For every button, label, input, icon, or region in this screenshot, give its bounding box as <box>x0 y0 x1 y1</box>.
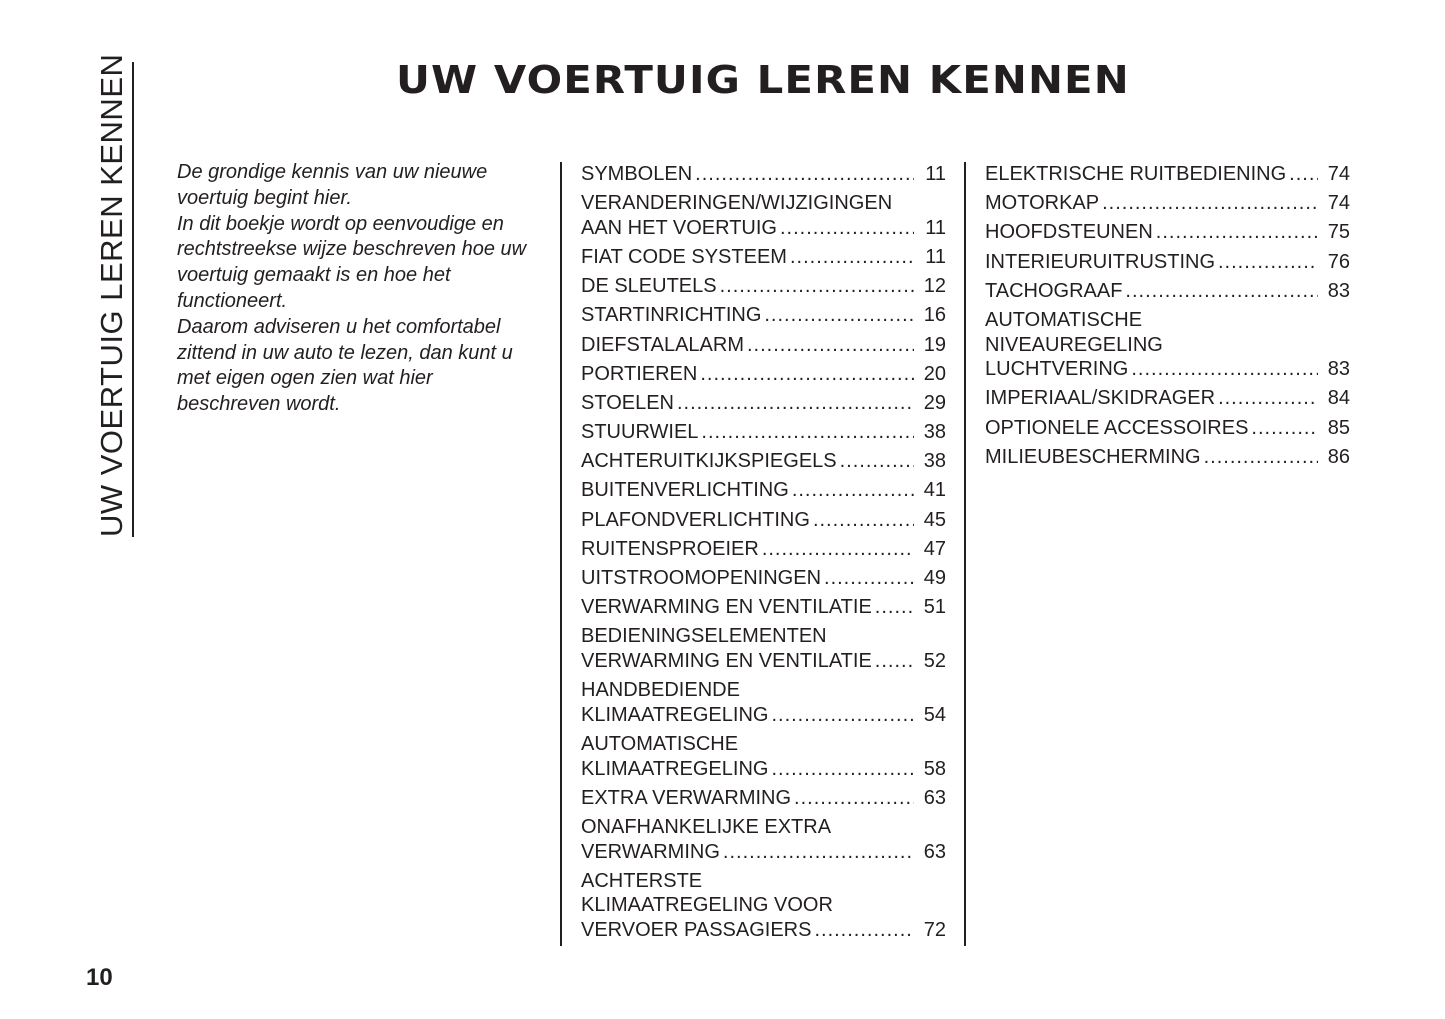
toc-entry-title-line: NIVEAUREGELING <box>985 333 1163 356</box>
toc-entry-page: 38 <box>923 421 946 444</box>
toc-entry-title-line: KLIMAATREGELING VOOR <box>581 894 833 917</box>
toc-entry[interactable] <box>581 391 946 416</box>
toc-entry-page: 83 <box>1327 279 1350 302</box>
toc-entry-page: 29 <box>923 391 946 414</box>
toc-entry-title: LUCHTVERING <box>985 358 1129 381</box>
toc-entry-page: 76 <box>1327 250 1350 273</box>
toc-entry-row <box>581 595 946 620</box>
toc-entry-page: 63 <box>923 840 946 863</box>
toc-entry-title-line: ONAFHANKELIJKE EXTRA <box>581 815 832 838</box>
toc-entry-row <box>985 220 1350 245</box>
toc-dot-leader <box>814 918 914 943</box>
toc-entry-row <box>581 703 946 728</box>
toc-entry[interactable] <box>985 416 1350 441</box>
toc-entry-page: 63 <box>923 786 946 809</box>
toc-entry[interactable] <box>581 869 946 943</box>
toc-entry-title: PORTIEREN <box>581 362 698 385</box>
toc-entry-row <box>581 566 946 591</box>
toc-entry-title: KLIMAATREGELING <box>581 757 769 780</box>
toc-dot-leader <box>875 595 914 620</box>
toc-entry-page: 75 <box>1327 221 1350 244</box>
toc-dot-leader <box>1102 191 1318 216</box>
toc-entry-row <box>581 918 946 943</box>
toc-dot-leader <box>1125 279 1318 304</box>
toc-entry-page: 49 <box>923 567 946 590</box>
toc-list-1 <box>562 162 946 943</box>
toc-entry-row <box>985 162 1350 187</box>
toc-dot-leader <box>840 449 914 474</box>
toc-entry-row <box>581 333 946 358</box>
toc-dot-leader <box>677 391 914 416</box>
toc-entry-title: VERVOER PASSAGIERS <box>581 918 812 941</box>
toc-dot-leader <box>794 786 914 811</box>
intro-paragraph: De grondige kennis van uw nieuwe voertuig begint hier. <box>177 161 488 209</box>
toc-entry-page: 85 <box>1327 416 1350 439</box>
toc-entry-page: 11 <box>925 216 946 239</box>
toc-entry-title: DE SLEUTELS <box>581 275 717 298</box>
toc-entry-row <box>581 162 946 187</box>
toc-entry[interactable] <box>985 279 1350 304</box>
page-number: 10 <box>86 964 113 991</box>
toc-entry-title: ACHTERUITKIJKSPIEGELS <box>581 450 837 473</box>
toc-entry-title: STOELEN <box>581 391 674 414</box>
toc-entry-title: EXTRA VERWARMING <box>581 786 792 809</box>
toc-entry-row <box>985 445 1350 470</box>
page-title: UW VOERTUIG LEREN KENNEN <box>396 58 1130 102</box>
toc-entry-title-line: BEDIENINGSELEMENTEN <box>581 625 827 648</box>
toc-entry-title: STUURWIEL <box>581 421 699 444</box>
toc-dot-leader <box>813 508 914 533</box>
toc-entry-row <box>581 420 946 445</box>
toc-dot-leader <box>1218 250 1318 275</box>
toc-entry[interactable] <box>985 445 1350 470</box>
toc-entry-page: 11 <box>925 245 946 268</box>
toc-entry-title: RUITENSPROEIER <box>581 537 759 560</box>
toc-entry-page: 52 <box>923 650 946 672</box>
toc-dot-leader <box>792 478 914 503</box>
toc-entry[interactable] <box>985 386 1350 411</box>
toc-entry-title-line: ACHTERSTE <box>581 869 703 892</box>
toc-dot-leader <box>1204 445 1318 470</box>
toc-entry[interactable] <box>581 624 946 673</box>
toc-entry[interactable] <box>581 449 946 474</box>
toc-entry-page: 47 <box>923 537 946 560</box>
toc-entry-title-line: AUTOMATISCHE <box>985 308 1143 331</box>
toc-entry-page: 38 <box>923 450 946 473</box>
side-section-title-text: UW VOERTUIG LEREN KENNEN <box>94 53 129 537</box>
toc-entry-page: 51 <box>923 596 946 619</box>
toc-entry-row <box>985 191 1350 216</box>
toc-entry-title: FIAT CODE SYSTEEM <box>581 245 787 268</box>
toc-entry-page: 58 <box>923 757 946 780</box>
toc-entry[interactable] <box>985 308 1350 382</box>
toc-entry-row <box>581 449 946 474</box>
toc-dot-leader <box>723 840 914 865</box>
toc-entry[interactable] <box>581 508 946 533</box>
toc-entry-page: 83 <box>1327 358 1350 381</box>
toc-entry-title: SYMBOLEN <box>581 163 693 185</box>
toc-entry[interactable] <box>581 362 946 387</box>
toc-entry[interactable] <box>581 191 946 240</box>
toc-entry[interactable] <box>985 191 1350 216</box>
intro-paragraph: In dit boekje wordt op eenvoudige en rechtstreekse wijze beschreven hoe uw voertuig gemaakt is en hoe het functioneert. <box>177 212 527 312</box>
toc-entry[interactable] <box>985 250 1350 275</box>
toc-entry-row <box>581 362 946 387</box>
toc-entry[interactable] <box>581 786 946 811</box>
toc-entry-page: 74 <box>1327 192 1350 215</box>
toc-entry-row <box>985 386 1350 411</box>
toc-entry[interactable] <box>581 162 946 187</box>
toc-entry-title: MILIEUBESCHERMING <box>985 445 1201 468</box>
side-divider <box>132 62 134 537</box>
toc-entry-title: INTERIEURUITRUSTING <box>985 250 1215 273</box>
toc-entry-row <box>581 757 946 782</box>
toc-entry[interactable] <box>581 245 946 270</box>
toc-entry[interactable] <box>581 303 946 328</box>
toc-entry-row <box>581 649 946 674</box>
toc-entry-row <box>581 274 946 299</box>
toc-entry-page: 74 <box>1327 163 1350 185</box>
toc-entry-row <box>985 250 1350 275</box>
toc-entry[interactable] <box>985 220 1350 245</box>
toc-entry-row <box>581 216 946 241</box>
toc-dot-leader <box>762 537 914 562</box>
toc-entry-title: VERWARMING EN VENTILATIE <box>581 596 872 619</box>
toc-dot-leader <box>747 333 914 358</box>
toc-column-2 <box>964 162 1350 946</box>
toc-dot-leader <box>1251 416 1318 441</box>
toc-entry-row <box>985 416 1350 441</box>
toc-entry-row <box>581 840 946 865</box>
toc-entry-title: VERWARMING EN VENTILATIE <box>581 650 872 672</box>
toc-entry-row <box>985 357 1350 382</box>
toc-entry-page: 72 <box>923 918 946 941</box>
toc-entry-page: 54 <box>923 703 946 726</box>
toc-dot-leader <box>720 274 914 299</box>
toc-entry-page: 16 <box>923 304 946 327</box>
toc-entry-title: VERWARMING <box>581 840 720 863</box>
toc-entry[interactable] <box>581 420 946 445</box>
toc-entry[interactable] <box>581 566 946 591</box>
toc-entry-page: 20 <box>923 362 946 385</box>
toc-list-2 <box>966 162 1350 469</box>
toc-entry-page: 41 <box>923 479 946 502</box>
toc-dot-leader <box>771 703 914 728</box>
toc-entry-row <box>581 303 946 328</box>
toc-dot-leader <box>1218 386 1318 411</box>
toc-entry-title: PLAFONDVERLICHTING <box>581 508 810 531</box>
toc-entry[interactable] <box>581 732 946 781</box>
toc-entry-title: STARTINRICHTING <box>581 304 762 327</box>
toc-entry-title: BUITENVERLICHTING <box>581 479 789 502</box>
toc-entry[interactable] <box>581 595 946 620</box>
toc-entry-row <box>581 478 946 503</box>
toc-entry-page: 84 <box>1327 387 1350 410</box>
toc-entry-title: MOTORKAP <box>985 192 1100 215</box>
toc-entry-row <box>581 537 946 562</box>
toc-entry-row <box>985 279 1350 304</box>
toc-entry-title: KLIMAATREGELING <box>581 703 769 726</box>
toc-dot-leader <box>1289 162 1318 187</box>
toc-entry[interactable] <box>581 478 946 503</box>
toc-entry-title: UITSTROOMOPENINGEN <box>581 567 822 590</box>
toc-dot-leader <box>780 216 914 241</box>
toc-dot-leader <box>875 649 914 674</box>
toc-entry-title-line: HANDBEDIENDE <box>581 679 740 702</box>
toc-dot-leader <box>700 362 914 387</box>
toc-entry-title: OPTIONELE ACCESSOIRES <box>985 416 1249 439</box>
toc-entry[interactable] <box>985 162 1350 187</box>
toc-dot-leader <box>1156 220 1318 245</box>
toc-dot-leader <box>824 566 914 591</box>
toc-entry-page: 86 <box>1327 445 1350 468</box>
toc-dot-leader <box>771 757 914 782</box>
toc-entry-row <box>581 508 946 533</box>
toc-dot-leader <box>695 162 914 187</box>
toc-column-1 <box>560 162 946 946</box>
toc-entry-title-line: VERANDERINGEN/WIJZIGINGEN <box>581 192 893 215</box>
toc-entry-title: AAN HET VOERTUIG <box>581 216 777 239</box>
toc-entry[interactable] <box>581 333 946 358</box>
toc-entry-page: 45 <box>923 508 946 531</box>
toc-entry[interactable] <box>581 274 946 299</box>
toc-dot-leader <box>790 245 914 270</box>
toc-entry-title: HOOFDSTEUNEN <box>985 221 1153 244</box>
toc-dot-leader <box>701 420 914 445</box>
toc-entry[interactable] <box>581 537 946 562</box>
toc-entry-title: DIEFSTALALARM <box>581 333 744 356</box>
intro-text <box>177 160 537 418</box>
toc-dot-leader <box>1131 357 1318 382</box>
toc-entry-page: 19 <box>923 333 946 356</box>
toc-entry-row <box>581 245 946 270</box>
toc-entry-row <box>581 391 946 416</box>
toc-entry[interactable] <box>581 678 946 727</box>
toc-entry-title-line: AUTOMATISCHE <box>581 732 739 755</box>
toc-entry-title: ELEKTRISCHE RUITBEDIENING <box>985 163 1287 185</box>
toc-entry-title: IMPERIAAL/SKIDRAGER <box>985 387 1216 410</box>
toc-dot-leader <box>764 303 914 328</box>
intro-paragraph: Daarom adviseren u het comfortabel zittend in uw auto te lezen, dan kunt u met eigen ogen zien wat hier beschreven wordt. <box>177 315 513 416</box>
toc-entry-title: TACHOGRAAF <box>985 279 1123 302</box>
toc-entry[interactable] <box>581 815 946 864</box>
toc-entry-page: 12 <box>923 275 946 298</box>
toc-entry-row <box>581 786 946 811</box>
toc-entry-page: 11 <box>925 163 946 185</box>
